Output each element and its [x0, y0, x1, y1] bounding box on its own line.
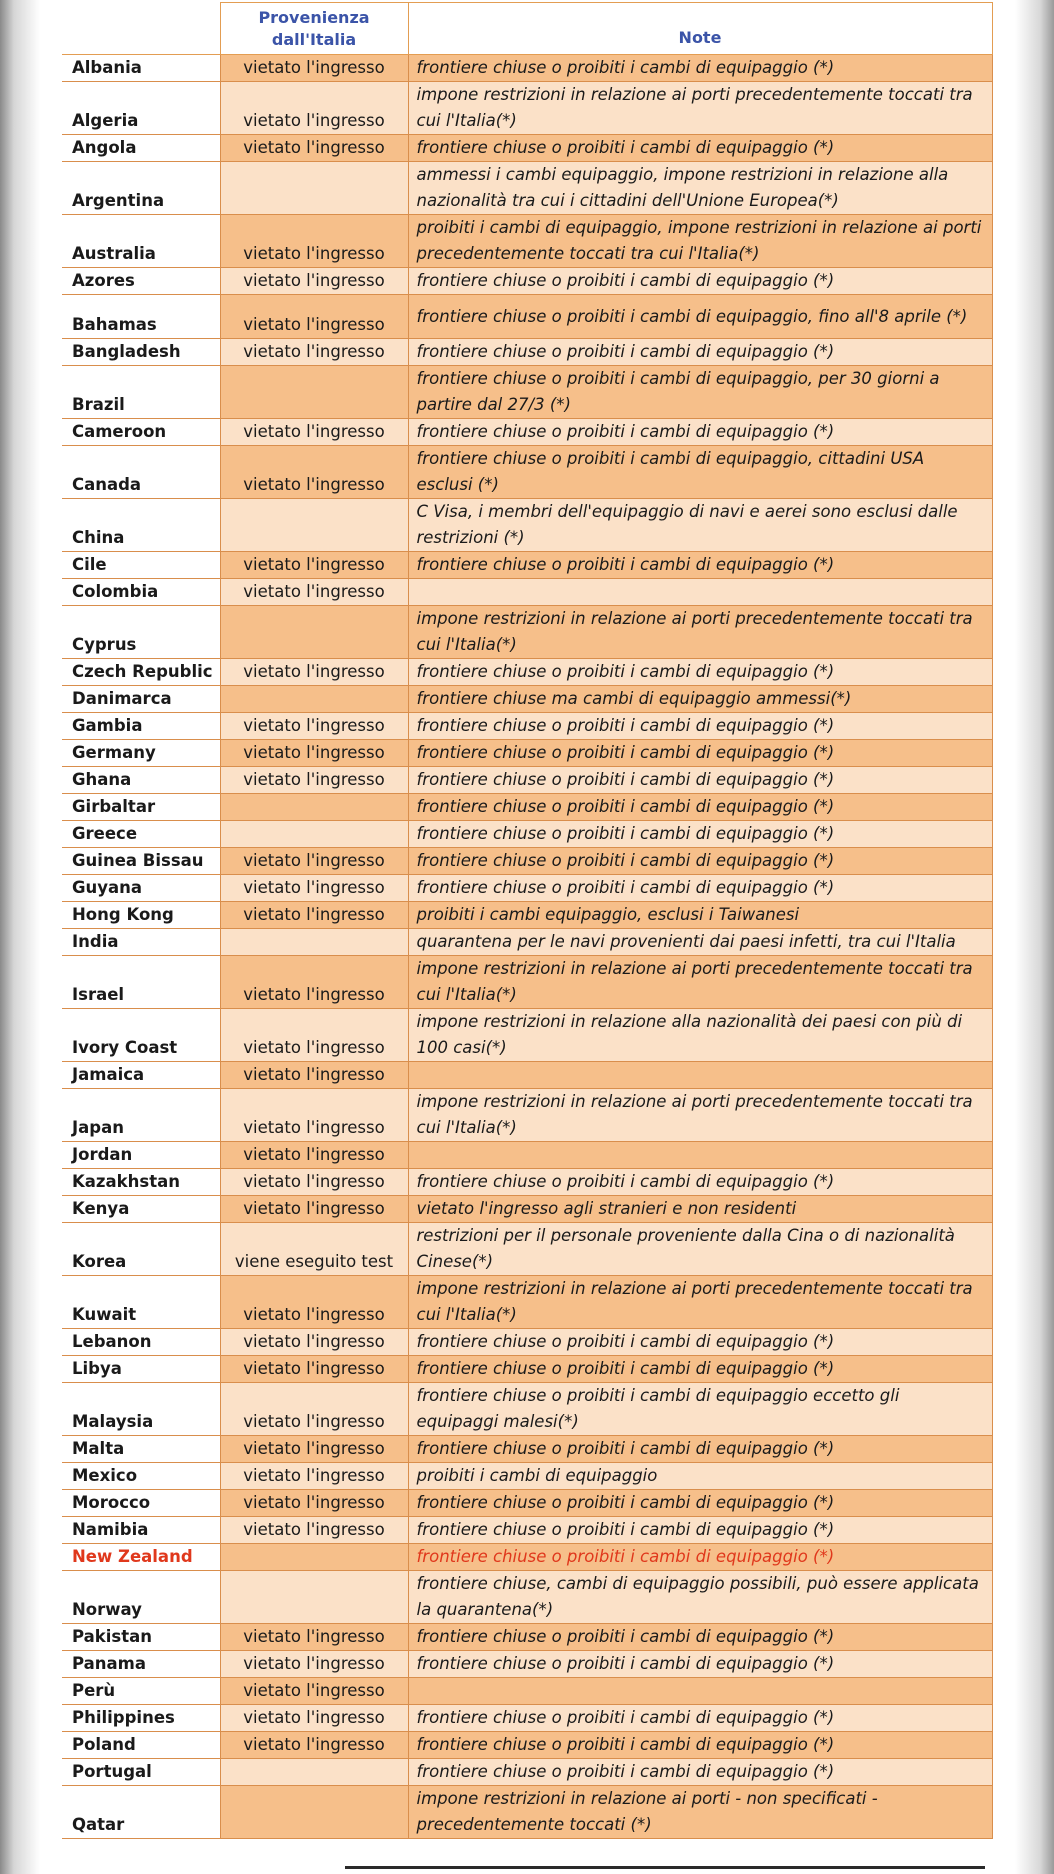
- note-cell: frontiere chiuse o proibiti i cambi di equipaggio (*): [408, 1759, 992, 1786]
- provenance-cell: vietato l'ingresso: [220, 713, 408, 740]
- note-cell: proibiti i cambi di equipaggio, impone restrizioni in relazione ai porti precedentemente toccati tra cui l'Italia(*): [408, 215, 992, 268]
- table-row: [62, 1196, 992, 1223]
- table-row: [62, 1571, 992, 1624]
- provenance-cell: vietato l'ingresso: [220, 1624, 408, 1651]
- provenance-cell: [220, 499, 408, 552]
- table-row: [62, 499, 992, 552]
- table-row: [62, 579, 992, 606]
- country-cell: Brazil: [62, 366, 220, 419]
- header-provenance-line2: dall'Italia: [271, 29, 357, 49]
- note-cell: frontiere chiuse o proibiti i cambi di equipaggio (*): [408, 1356, 992, 1383]
- table-row: [62, 1678, 992, 1705]
- table-row: [62, 215, 992, 268]
- provenance-cell: [220, 606, 408, 659]
- table-row: [62, 339, 992, 366]
- table-row: [62, 1329, 992, 1356]
- table-row: [62, 1436, 992, 1463]
- provenance-cell: [220, 686, 408, 713]
- provenance-cell: vietato l'ingresso: [220, 1517, 408, 1544]
- provenance-cell: vietato l'ingresso: [220, 1678, 408, 1705]
- note-cell: [408, 579, 992, 606]
- note-cell: frontiere chiuse o proibiti i cambi di equipaggio (*): [408, 339, 992, 366]
- provenance-cell: vietato l'ingresso: [220, 339, 408, 366]
- provenance-cell: [220, 821, 408, 848]
- note-cell: ammessi i cambi equipaggio, impone restrizioni in relazione alla nazionalità tra cui i cittadini dell'Unione Europea(*): [408, 162, 992, 215]
- provenance-cell: vietato l'ingresso: [220, 1490, 408, 1517]
- provenance-cell: [220, 1786, 408, 1839]
- table-row: [62, 419, 992, 446]
- country-cell: Gambia: [62, 713, 220, 740]
- header-notes-label: Note: [678, 27, 722, 47]
- provenance-cell: vietato l'ingresso: [220, 295, 408, 339]
- country-cell: Czech Republic: [62, 659, 220, 686]
- country-cell: Portugal: [62, 1759, 220, 1786]
- country-cell: Jordan: [62, 1142, 220, 1169]
- note-cell: impone restrizioni in relazione ai porti precedentemente toccati tra cui l'Italia(*): [408, 606, 992, 659]
- note-cell: impone restrizioni in relazione ai porti precedentemente toccati tra cui l'Italia(*): [408, 1276, 992, 1329]
- provenance-cell: vietato l'ingresso: [220, 1196, 408, 1223]
- country-cell: China: [62, 499, 220, 552]
- note-cell: frontiere chiuse o proibiti i cambi di equipaggio (*): [408, 1169, 992, 1196]
- note-cell: frontiere chiuse o proibiti i cambi di equipaggio (*): [408, 1651, 992, 1678]
- country-cell: Greece: [62, 821, 220, 848]
- note-cell: frontiere chiuse o proibiti i cambi di equipaggio (*): [408, 848, 992, 875]
- country-cell: Argentina: [62, 162, 220, 215]
- note-cell: frontiere chiuse o proibiti i cambi di equipaggio (*): [408, 713, 992, 740]
- provenance-cell: vietato l'ingresso: [220, 268, 408, 295]
- table-row: [62, 82, 992, 135]
- table-row: [62, 740, 992, 767]
- country-cell: Poland: [62, 1732, 220, 1759]
- note-cell: frontiere chiuse o proibiti i cambi di equipaggio (*): [408, 1544, 992, 1571]
- note-cell: frontiere chiuse o proibiti i cambi di equipaggio (*): [408, 659, 992, 686]
- country-cell: Algeria: [62, 82, 220, 135]
- provenance-cell: vietato l'ingresso: [220, 1089, 408, 1142]
- table-row: [62, 1544, 992, 1571]
- note-cell: frontiere chiuse o proibiti i cambi di equipaggio (*): [408, 821, 992, 848]
- note-cell: frontiere chiuse o proibiti i cambi di equipaggio (*): [408, 1732, 992, 1759]
- table-row: [62, 794, 992, 821]
- country-cell: Ivory Coast: [62, 1009, 220, 1062]
- country-cell: Kuwait: [62, 1276, 220, 1329]
- table-row: [62, 135, 992, 162]
- note-cell: impone restrizioni in relazione ai porti precedentemente toccati tra cui l'Italia(*): [408, 1089, 992, 1142]
- table-row: [62, 1759, 992, 1786]
- note-cell: frontiere chiuse o proibiti i cambi di equipaggio (*): [408, 794, 992, 821]
- note-cell: frontiere chiuse, cambi di equipaggio possibili, può essere applicata la quarantena(*): [408, 1571, 992, 1624]
- provenance-cell: vietato l'ingresso: [220, 1383, 408, 1436]
- note-cell: frontiere chiuse ma cambi di equipaggio ammessi(*): [408, 686, 992, 713]
- note-cell: frontiere chiuse o proibiti i cambi di equipaggio (*): [408, 135, 992, 162]
- note-cell: proibiti i cambi equipaggio, esclusi i Taiwanesi: [408, 902, 992, 929]
- note-cell: frontiere chiuse o proibiti i cambi di equipaggio (*): [408, 1517, 992, 1544]
- country-cell: Korea: [62, 1223, 220, 1276]
- provenance-cell: vietato l'ingresso: [220, 1276, 408, 1329]
- provenance-cell: vietato l'ingresso: [220, 1142, 408, 1169]
- note-cell: restrizioni per il personale proveniente dalla Cina o di nazionalità Cinese(*): [408, 1223, 992, 1276]
- country-cell: Morocco: [62, 1490, 220, 1517]
- note-cell: [408, 1062, 992, 1089]
- note-cell: frontiere chiuse o proibiti i cambi di equipaggio (*): [408, 875, 992, 902]
- provenance-cell: vietato l'ingresso: [220, 446, 408, 499]
- country-cell: Namibia: [62, 1517, 220, 1544]
- note-cell: frontiere chiuse o proibiti i cambi di equipaggio (*): [408, 1705, 992, 1732]
- country-cell: Libya: [62, 1356, 220, 1383]
- provenance-cell: vietato l'ingresso: [220, 1062, 408, 1089]
- note-cell: frontiere chiuse o proibiti i cambi di equipaggio (*): [408, 55, 992, 82]
- table-row: [62, 902, 992, 929]
- header-provenance: [220, 3, 408, 55]
- table-row: [62, 1732, 992, 1759]
- header-notes: [408, 3, 992, 55]
- provenance-cell: viene eseguito test: [220, 1223, 408, 1276]
- table-header-row: [62, 3, 992, 55]
- table-row: [62, 1490, 992, 1517]
- country-cell: Australia: [62, 215, 220, 268]
- note-cell: frontiere chiuse o proibiti i cambi di equipaggio, fino all'8 aprile (*): [408, 295, 992, 339]
- country-cell: Cile: [62, 552, 220, 579]
- note-cell: frontiere chiuse o proibiti i cambi di equipaggio (*): [408, 268, 992, 295]
- table-row: [62, 1624, 992, 1651]
- provenance-cell: vietato l'ingresso: [220, 1169, 408, 1196]
- note-cell: impone restrizioni in relazione alla nazionalità dei paesi con più di 100 casi(*): [408, 1009, 992, 1062]
- country-cell: Malaysia: [62, 1383, 220, 1436]
- note-cell: frontiere chiuse o proibiti i cambi di equipaggio eccetto gli equipaggi malesi(*): [408, 1383, 992, 1436]
- table-row: [62, 1223, 992, 1276]
- table-row: [62, 1705, 992, 1732]
- table-row: [62, 767, 992, 794]
- port-restrictions-table: [62, 2, 993, 1839]
- table-row: [62, 929, 992, 956]
- bottom-divider-line: [345, 1866, 985, 1869]
- country-cell: India: [62, 929, 220, 956]
- country-cell: Cameroon: [62, 419, 220, 446]
- country-cell: Azores: [62, 268, 220, 295]
- table-row: [62, 1276, 992, 1329]
- note-cell: frontiere chiuse o proibiti i cambi di equipaggio (*): [408, 419, 992, 446]
- table-row: [62, 295, 992, 339]
- table-row: [62, 821, 992, 848]
- note-cell: frontiere chiuse o proibiti i cambi di equipaggio, per 30 giorni a partire dal 27/3 (*): [408, 366, 992, 419]
- provenance-cell: vietato l'ingresso: [220, 875, 408, 902]
- note-cell: frontiere chiuse o proibiti i cambi di equipaggio (*): [408, 552, 992, 579]
- provenance-cell: vietato l'ingresso: [220, 579, 408, 606]
- provenance-cell: vietato l'ingresso: [220, 767, 408, 794]
- table-row: [62, 848, 992, 875]
- note-cell: vietato l'ingresso agli stranieri e non residenti: [408, 1196, 992, 1223]
- table-row: [62, 1169, 992, 1196]
- provenance-cell: vietato l'ingresso: [220, 135, 408, 162]
- table-row: [62, 162, 992, 215]
- note-cell: impone restrizioni in relazione ai porti precedentemente toccati tra cui l'Italia(*): [408, 82, 992, 135]
- note-cell: frontiere chiuse o proibiti i cambi di equipaggio (*): [408, 1329, 992, 1356]
- note-cell: proibiti i cambi di equipaggio: [408, 1463, 992, 1490]
- country-cell: Hong Kong: [62, 902, 220, 929]
- provenance-cell: vietato l'ingresso: [220, 1651, 408, 1678]
- provenance-cell: vietato l'ingresso: [220, 659, 408, 686]
- table-row: [62, 1383, 992, 1436]
- provenance-cell: vietato l'ingresso: [220, 552, 408, 579]
- provenance-cell: vietato l'ingresso: [220, 956, 408, 1009]
- note-cell: impone restrizioni in relazione ai porti - non specificati - precedentemente toccati (*): [408, 1786, 992, 1839]
- note-cell: C Visa, i membri dell'equipaggio di navi e aerei sono esclusi dalle restrizioni (*): [408, 499, 992, 552]
- table-row: [62, 713, 992, 740]
- provenance-cell: [220, 1759, 408, 1786]
- country-cell: Ghana: [62, 767, 220, 794]
- provenance-cell: vietato l'ingresso: [220, 848, 408, 875]
- provenance-cell: vietato l'ingresso: [220, 55, 408, 82]
- country-cell: Philippines: [62, 1705, 220, 1732]
- table-row: [62, 552, 992, 579]
- table-row: [62, 1517, 992, 1544]
- provenance-cell: vietato l'ingresso: [220, 419, 408, 446]
- note-cell: frontiere chiuse o proibiti i cambi di equipaggio (*): [408, 1436, 992, 1463]
- table-row: [62, 1142, 992, 1169]
- note-cell: impone restrizioni in relazione ai porti precedentemente toccati tra cui l'Italia(*): [408, 956, 992, 1009]
- country-cell: Albania: [62, 55, 220, 82]
- header-country-blank: [62, 3, 220, 55]
- header-provenance-line1: Provenienza: [258, 7, 370, 27]
- table-body: [62, 55, 992, 1839]
- provenance-cell: [220, 162, 408, 215]
- country-cell: Norway: [62, 1571, 220, 1624]
- table-row: [62, 268, 992, 295]
- country-cell: Kenya: [62, 1196, 220, 1223]
- note-cell: [408, 1142, 992, 1169]
- provenance-cell: vietato l'ingresso: [220, 1705, 408, 1732]
- country-cell: Bangladesh: [62, 339, 220, 366]
- provenance-cell: vietato l'ingresso: [220, 215, 408, 268]
- provenance-cell: vietato l'ingresso: [220, 902, 408, 929]
- country-cell: New Zealand: [62, 1544, 220, 1571]
- country-cell: Kazakhstan: [62, 1169, 220, 1196]
- country-cell: Angola: [62, 135, 220, 162]
- country-cell: Qatar: [62, 1786, 220, 1839]
- restrictions-table-sheet: [62, 2, 992, 1839]
- table-row: [62, 1089, 992, 1142]
- country-cell: Canada: [62, 446, 220, 499]
- provenance-cell: vietato l'ingresso: [220, 1463, 408, 1490]
- country-cell: Panama: [62, 1651, 220, 1678]
- note-cell: frontiere chiuse o proibiti i cambi di equipaggio (*): [408, 767, 992, 794]
- country-cell: Jamaica: [62, 1062, 220, 1089]
- country-cell: Lebanon: [62, 1329, 220, 1356]
- provenance-cell: vietato l'ingresso: [220, 82, 408, 135]
- country-cell: Japan: [62, 1089, 220, 1142]
- provenance-cell: vietato l'ingresso: [220, 1356, 408, 1383]
- table-row: [62, 875, 992, 902]
- table-row: [62, 1062, 992, 1089]
- provenance-cell: [220, 794, 408, 821]
- note-cell: frontiere chiuse o proibiti i cambi di equipaggio, cittadini USA esclusi (*): [408, 446, 992, 499]
- country-cell: Bahamas: [62, 295, 220, 339]
- note-cell: frontiere chiuse o proibiti i cambi di equipaggio (*): [408, 1490, 992, 1517]
- table-row: [62, 1009, 992, 1062]
- table-row: [62, 55, 992, 82]
- country-cell: Malta: [62, 1436, 220, 1463]
- provenance-cell: vietato l'ingresso: [220, 1732, 408, 1759]
- note-cell: frontiere chiuse o proibiti i cambi di equipaggio (*): [408, 740, 992, 767]
- table-row: [62, 606, 992, 659]
- provenance-cell: vietato l'ingresso: [220, 740, 408, 767]
- country-cell: Danimarca: [62, 686, 220, 713]
- table-row: [62, 1463, 992, 1490]
- country-cell: Germany: [62, 740, 220, 767]
- provenance-cell: vietato l'ingresso: [220, 1329, 408, 1356]
- country-cell: Guinea Bissau: [62, 848, 220, 875]
- table-row: [62, 659, 992, 686]
- country-cell: Cyprus: [62, 606, 220, 659]
- note-cell: [408, 1678, 992, 1705]
- country-cell: Israel: [62, 956, 220, 1009]
- table-row: [62, 686, 992, 713]
- country-cell: Girbaltar: [62, 794, 220, 821]
- country-cell: Pakistan: [62, 1624, 220, 1651]
- country-cell: Mexico: [62, 1463, 220, 1490]
- country-cell: Guyana: [62, 875, 220, 902]
- country-cell: Perù: [62, 1678, 220, 1705]
- table-row: [62, 1786, 992, 1839]
- country-cell: Colombia: [62, 579, 220, 606]
- note-cell: frontiere chiuse o proibiti i cambi di equipaggio (*): [408, 1624, 992, 1651]
- provenance-cell: vietato l'ingresso: [220, 1009, 408, 1062]
- table-row: [62, 366, 992, 419]
- provenance-cell: [220, 366, 408, 419]
- table-row: [62, 446, 992, 499]
- table-row: [62, 956, 992, 1009]
- table-row: [62, 1651, 992, 1678]
- provenance-cell: [220, 1571, 408, 1624]
- table-row: [62, 1356, 992, 1383]
- provenance-cell: vietato l'ingresso: [220, 1436, 408, 1463]
- provenance-cell: [220, 929, 408, 956]
- note-cell: quarantena per le navi provenienti dai paesi infetti, tra cui l'Italia: [408, 929, 992, 956]
- provenance-cell: [220, 1544, 408, 1571]
